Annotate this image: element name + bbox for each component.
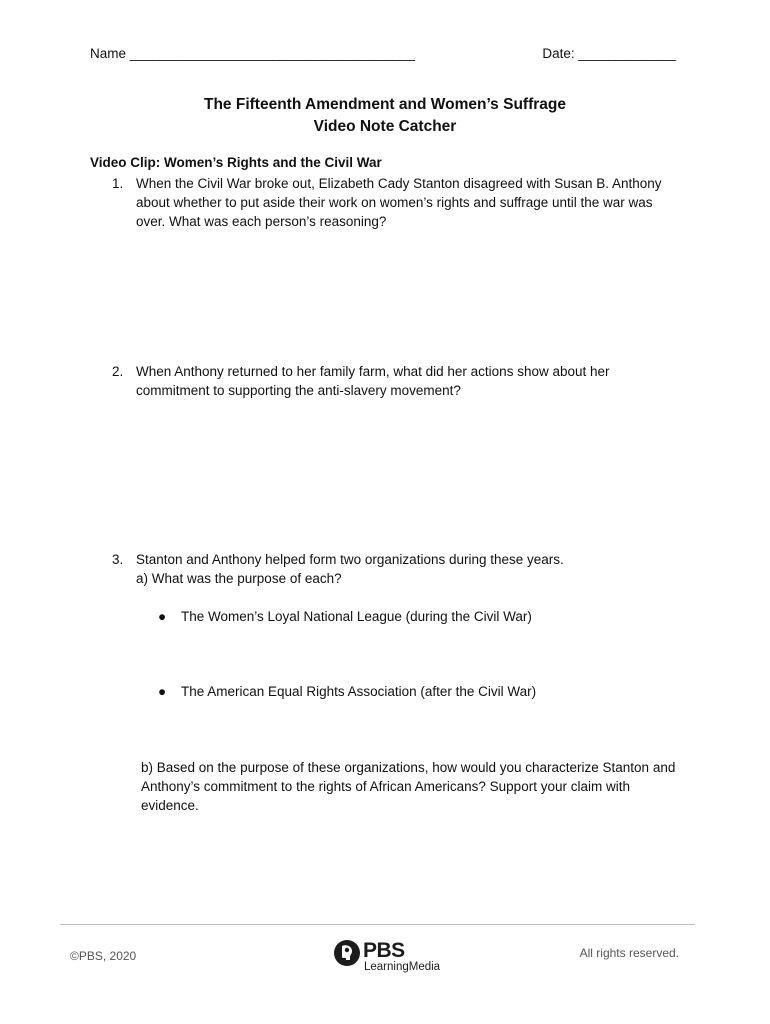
bullet-text: The Women’s Loyal National League (during the Civil War) xyxy=(181,609,532,624)
bullet-text: The American Equal Rights Association (after the Civil War) xyxy=(181,684,537,699)
name-field: Name ______________________________________ xyxy=(90,46,416,61)
date-field: Date: _____________ xyxy=(542,46,676,61)
question-3 xyxy=(112,550,682,588)
title-line-2: Video Note Catcher xyxy=(313,118,457,135)
question-2 xyxy=(112,362,682,400)
question-2-text: When Anthony returned to her family farm, what did her actions show about her commitment to supporting the anti-slavery movement? xyxy=(136,364,610,398)
question-1-text: When the Civil War broke out, Elizabeth Cady Stanton disagreed with Susan B. Anthony about whether to put aside their work on women’s rights and suffrage until the war was over. What was each person’s reasoning? xyxy=(136,176,662,229)
bullet-dot: ● xyxy=(158,684,167,699)
bullet-dot: ● xyxy=(158,609,167,624)
logo-pbs-text: PBS xyxy=(363,939,405,962)
question-3b-text: b) Based on the purpose of these organizations, how would you characterize Stanton and Anthony’s commitment to the rights of African Americans? Support your claim with evidence. xyxy=(141,760,676,813)
question-2-number: 2. xyxy=(112,364,124,379)
question-1-number: 1. xyxy=(112,176,124,191)
question-3-number: 3. xyxy=(112,552,124,567)
bullet-item xyxy=(158,607,532,626)
copyright-text: ©PBS, 2020 xyxy=(70,949,137,963)
title-line-1: The Fifteenth Amendment and Women’s Suffrage xyxy=(204,96,566,113)
pbs-head-icon xyxy=(333,939,361,972)
bullet-item xyxy=(158,682,536,701)
rights-text: All rights reserved. xyxy=(579,946,679,960)
page-title xyxy=(0,94,770,138)
footer-divider xyxy=(60,924,695,925)
question-3-line-1: Stanton and Anthony helped form two organizations during these years. xyxy=(136,552,564,567)
question-1 xyxy=(112,174,682,231)
logo-learningmedia-text: LearningMedia xyxy=(364,961,441,973)
question-3-line-2: a) What was the purpose of each? xyxy=(136,571,342,586)
section-heading: Video Clip: Women’s Rights and the Civil War xyxy=(90,155,382,170)
header-row xyxy=(90,46,676,66)
